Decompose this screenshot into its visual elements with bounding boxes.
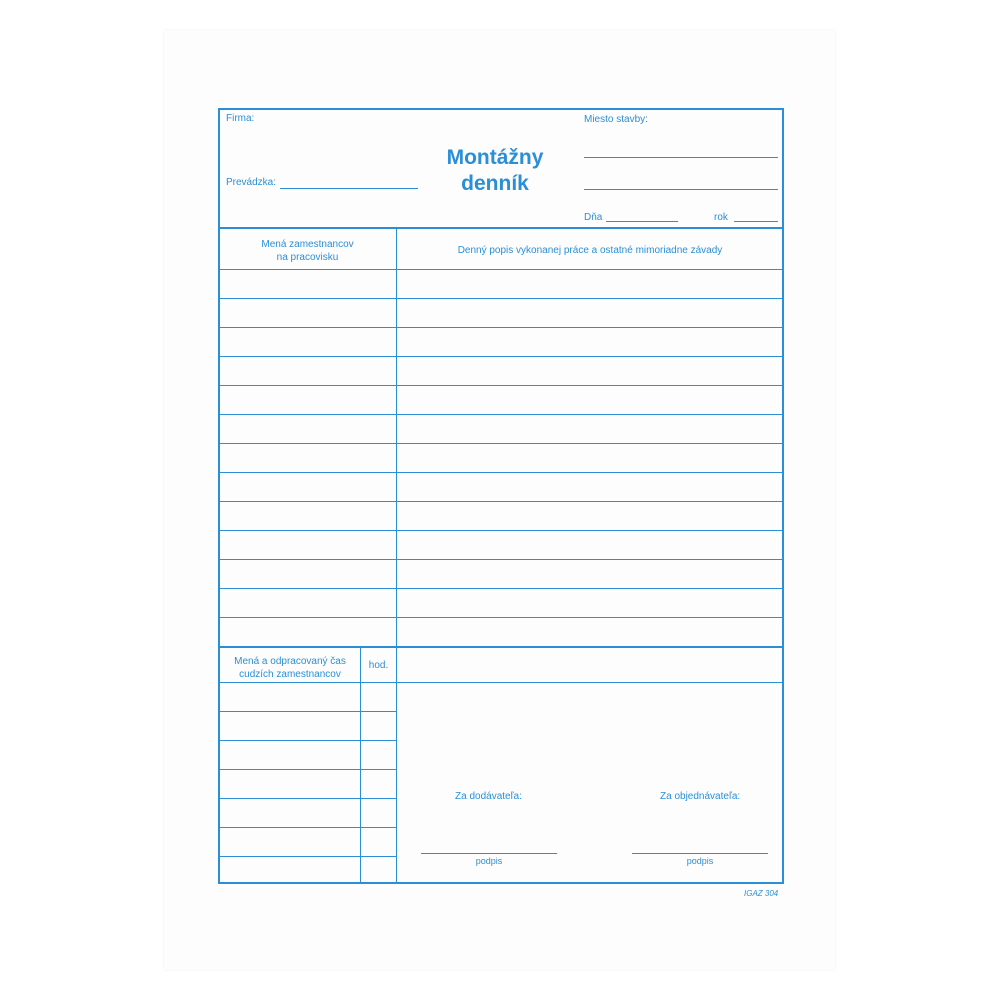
prevadzka-label: Prevádzka:	[226, 177, 277, 188]
rok-label: rok	[714, 212, 728, 223]
miesto-line-2[interactable]	[584, 189, 778, 190]
column-header-divider	[218, 269, 784, 270]
row-line[interactable]	[218, 414, 784, 415]
foreign-header-line-1: Mená a odpracovaný čas	[234, 656, 346, 667]
header-divider	[218, 227, 784, 229]
row-line[interactable]	[218, 327, 784, 328]
row-line[interactable]	[218, 559, 784, 560]
miesto-line-1[interactable]	[584, 157, 778, 158]
customer-label: Za objednávateľa:	[660, 791, 741, 802]
employees-header	[220, 238, 395, 264]
supplier-label: Za dodávateľa:	[455, 791, 522, 802]
foreign-header-divider	[218, 682, 784, 683]
supplier-signature-label: podpis	[475, 856, 503, 866]
customer-signature-label: podpis	[686, 856, 714, 866]
work-description-header: Denný popis vykonanej práce a ostatné mimoriadne závady	[457, 245, 723, 256]
hours-header: hod.	[368, 660, 389, 671]
foreign-row-line[interactable]	[218, 740, 396, 741]
row-line[interactable]	[218, 298, 784, 299]
foreign-header-line-2: cudzích zamestnancov	[239, 669, 341, 680]
dna-line[interactable]	[606, 221, 678, 222]
form-border	[218, 108, 784, 884]
prevadzka-line[interactable]	[280, 188, 418, 189]
row-line[interactable]	[218, 501, 784, 502]
title-line-1: Montážny	[446, 146, 544, 169]
foreign-section-divider	[218, 646, 784, 648]
foreign-row-line[interactable]	[218, 798, 396, 799]
firma-label: Firma:	[226, 113, 255, 124]
row-line[interactable]	[218, 443, 784, 444]
form-title	[440, 145, 550, 197]
rok-line[interactable]	[734, 221, 778, 222]
miesto-stavby-label: Miesto stavby:	[584, 114, 648, 125]
foreign-row-line[interactable]	[218, 856, 396, 857]
row-line[interactable]	[218, 617, 784, 618]
supplier-signature-line[interactable]	[421, 853, 557, 854]
row-line[interactable]	[218, 530, 784, 531]
employees-header-line-2: na pracovisku	[276, 252, 339, 263]
foreign-employees-header	[220, 655, 360, 681]
row-line[interactable]	[218, 472, 784, 473]
title-line-2: denník	[461, 172, 529, 195]
foreign-row-line[interactable]	[218, 827, 396, 828]
foreign-row-line[interactable]	[218, 711, 396, 712]
foreign-row-line[interactable]	[218, 769, 396, 770]
row-line[interactable]	[218, 588, 784, 589]
row-line[interactable]	[218, 385, 784, 386]
employees-header-line-1: Mená zamestnancov	[261, 239, 354, 250]
customer-signature-line[interactable]	[632, 853, 768, 854]
form-code: IGAZ 304	[744, 889, 779, 898]
row-line[interactable]	[218, 356, 784, 357]
dna-label: Dňa	[584, 212, 603, 223]
